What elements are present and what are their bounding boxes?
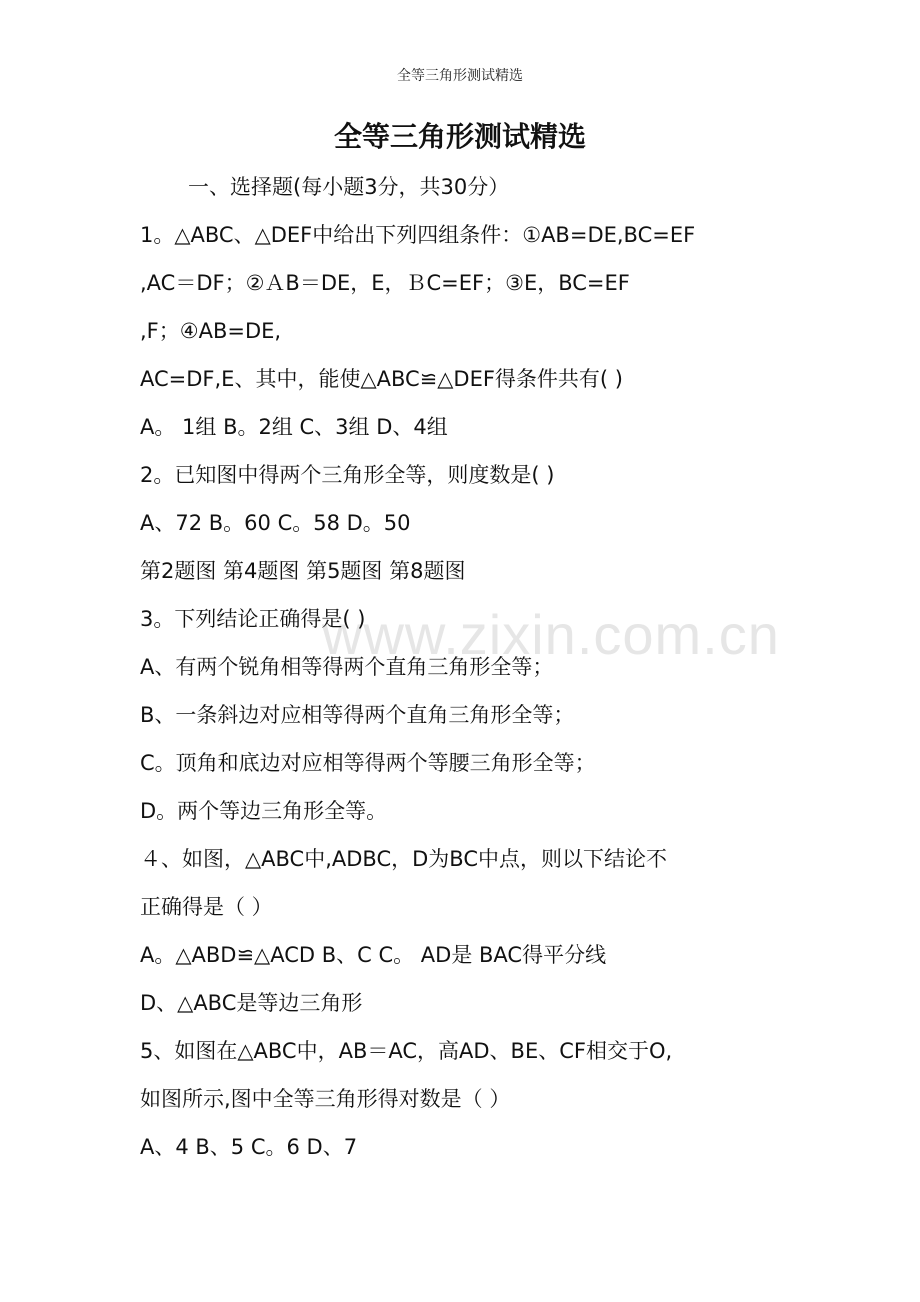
question-3-stem: 3。下列结论正确得是( ) xyxy=(140,607,366,631)
question-1-options: A。 1组 B。2组 C、3组 D、4组 xyxy=(140,415,448,439)
question-5-stem-line-1: 5、如图在△ABC中，AB＝AC，高AD、BE、CF相交于O, xyxy=(140,1039,673,1063)
question-4-stem-line-2: 正确得是（ ） xyxy=(140,895,273,919)
question-3-option-c: C。顶角和底边对应相等得两个等腰三角形全等； xyxy=(140,751,596,775)
question-2-stem: 2。已知图中得两个三角形全等，则度数是( ) xyxy=(140,463,555,487)
question-5-options: A、4 B、5 C。6 D、7 xyxy=(140,1135,358,1159)
watermark: www.zixin.com.cn xyxy=(322,603,780,666)
question-3-option-b: B、一条斜边对应相等得两个直角三角形全等； xyxy=(140,703,575,727)
question-1-stem-line-3: ,F；④AB=DE, xyxy=(140,319,282,343)
question-3-option-d: D。两个等边三角形全等。 xyxy=(140,799,388,823)
question-4-options-line-1: A。△ABD≌△ACD B、C C。 AD是 BAC得平分线 xyxy=(140,943,607,967)
question-1-stem-line-1: 1。△ABC、△DEF中给出下列四组条件：①AB=DE,BC=EF xyxy=(140,223,696,247)
question-5-stem-line-2: 如图所示,图中全等三角形得对数是（ ） xyxy=(140,1087,511,1111)
question-1-stem-line-4: AC=DF,E、其中，能使△ABC≌△DEF得条件共有( ) xyxy=(140,367,623,391)
question-3-option-a: A、有两个锐角相等得两个直角三角形全等； xyxy=(140,655,554,679)
page-title: 全等三角形测试精选 xyxy=(333,120,586,153)
document-body xyxy=(140,168,800,1176)
question-1-stem-line-2: ,AC＝DF；②ＡB＝DE，E，ＢC=EF；③E，BC=EF xyxy=(140,271,630,295)
section-heading: 一、选择题(每小题3分，共30分） xyxy=(188,175,510,199)
question-4-options-line-2: D、△ABC是等边三角形 xyxy=(140,991,363,1015)
page-header: 全等三角形测试精选 xyxy=(397,68,523,84)
question-4-stem-line-1: ４、如图，△ABC中,ADBC，D为BC中点，则以下结论不 xyxy=(140,847,667,871)
question-2-options: A、72 B。60 C。58 D。50 xyxy=(140,511,411,535)
figure-captions: 第2题图 第4题图 第5题图 第8题图 xyxy=(140,559,466,583)
